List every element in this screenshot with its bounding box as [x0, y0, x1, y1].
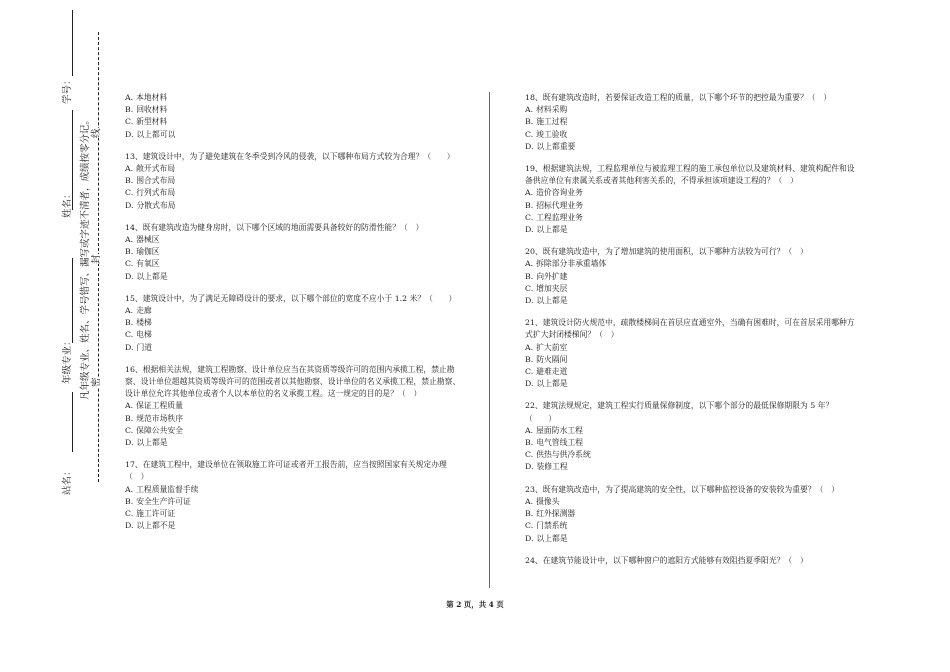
question-24	[525, 555, 860, 567]
major-label: 年级专业：	[62, 336, 73, 384]
question-19	[525, 163, 860, 236]
column-divider	[489, 92, 490, 588]
option: C. 新型材料	[125, 117, 168, 127]
seal-char-feng: 封	[91, 254, 102, 264]
question-stem: 24、在建筑节能设计中，以下哪种窗户的遮阳方式能够有效阻挡夏季阳光？（ ）	[525, 555, 808, 565]
major-line	[72, 258, 73, 343]
option: B. 向外扩建	[525, 271, 568, 281]
student-id-line	[72, 10, 73, 76]
question-stem: 13、建筑设计中，为了避免建筑在冬季受到冷风的侵袭，以下哪种布局方式较为合理？（ ）	[125, 151, 455, 161]
option: A. 屋面防水工程	[525, 425, 583, 435]
option: C. 施工许可证	[125, 509, 176, 519]
question-stem: 21、建筑设计防火规范中，疏散楼梯间在首层应直通室外，当确有困难时，可在首层采用哪种方式扩大封闭楼梯间？（ ）	[525, 318, 855, 340]
school-line	[72, 392, 73, 452]
option: A. 摄像头	[525, 496, 560, 506]
seal-char-xian: 线	[91, 128, 102, 138]
option: C. 行列式布局	[125, 188, 176, 198]
option: C. 门禁系统	[525, 521, 568, 531]
option: B. 防火隔间	[525, 354, 568, 364]
option: D. 装修工程	[525, 462, 568, 472]
question-21	[525, 317, 860, 390]
option: A. 走廊	[125, 306, 152, 316]
right-column	[525, 92, 860, 577]
option: D. 以上都是	[525, 225, 568, 235]
question-stem: 22、建筑法规规定，建筑工程实行质量保修制度，以下哪个部分的最低保修期限为 5 年？（ ）	[525, 401, 834, 423]
option: D. 以上都是	[525, 533, 568, 543]
question-23	[525, 484, 860, 545]
question-12-options	[125, 92, 463, 141]
option: B. 红外探测器	[525, 509, 576, 519]
option: B. 规范市场秩序	[125, 413, 183, 423]
student-id-label: 学号：	[62, 75, 73, 104]
question-15	[125, 293, 463, 354]
question-22	[525, 400, 860, 473]
option: A. 敞开式布局	[125, 164, 176, 174]
option: A. 本地材料	[125, 93, 168, 102]
seal-char-mi: 密	[91, 377, 102, 387]
option: B. 瑜伽区	[125, 247, 160, 257]
option: B. 施工过程	[525, 117, 568, 127]
option: D. 以上都是	[525, 379, 568, 389]
option: C. 避难走道	[525, 367, 568, 377]
question-stem: 19、根据建筑法规，工程监理单位与被监理工程的施工承包单位以及建筑材料、建筑构配件和设备供应单位有隶属关系或者其他利害关系的，不得承担该项建设工程的？（ ）	[525, 164, 855, 186]
option: D. 以上都重要	[525, 141, 576, 151]
question-stem: 23、既有建筑改造中，为了提高建筑的安全性，以下哪种监控设备的安装较为重要？（ ）	[525, 484, 839, 494]
option: B. 围合式布局	[125, 176, 176, 186]
option: B. 回收材料	[125, 105, 168, 115]
option: D. 以上都可以	[125, 129, 176, 139]
option: C. 供热与供冷系统	[525, 450, 591, 460]
question-stem: 14、既有建筑改造为健身房时，以下哪个区域的地面需要具备较好的防滑性能？（ ）	[125, 222, 424, 232]
question-stem: 18、既有建筑改造时，若要保证改造工程的质量，以下哪个环节的把控最为重要？（ ）	[525, 93, 832, 102]
option: B. 安全生产许可证	[125, 496, 191, 506]
name-label: 姓名：	[62, 189, 73, 218]
question-14	[125, 222, 463, 283]
option: C. 电梯	[125, 330, 152, 340]
option: A. 材料采购	[525, 105, 568, 115]
question-stem: 20、既有建筑改造中，为了增加建筑的使用面积，以下哪种方法较为可行？（ ）	[525, 247, 808, 257]
binding-notice: 凡年级专业、姓名、学号错写、漏写或字迹不清者，成绩按零分记。	[80, 114, 91, 400]
question-stem: 15、建筑设计中，为了满足无障碍设计的要求，以下哪个部位的宽度不应小于 1.2 米？（ ）	[125, 293, 457, 303]
option: D. 分散式布局	[125, 200, 176, 210]
question-16	[125, 364, 463, 449]
question-17	[125, 459, 463, 532]
option: D. 门道	[125, 342, 153, 352]
question-stem: 16、根据相关法规，建筑工程勘察、设计单位应当在其资质等级许可的范围内承揽工程，禁止勘察、设计单位超越其资质等级许可的范围或者以其他勘察、设计单位的名义承揽工程，禁止勘察、设计单位允许其他单位或者个人以本单位的名义承揽工程。这一规定的目的是？（ ）	[125, 364, 461, 399]
option: B. 楼梯	[125, 318, 152, 328]
option: A. 造价咨询业务	[525, 188, 583, 198]
option: D. 以上都不是	[125, 521, 176, 531]
option: A. 器械区	[125, 235, 160, 245]
option: D. 以上都是	[525, 296, 568, 306]
option: B. 招标代理业务	[525, 200, 583, 210]
option: B. 电气管线工程	[525, 438, 583, 448]
option: D. 以上都是	[125, 438, 168, 448]
option: C. 竣工验收	[525, 129, 568, 139]
question-stem: 17、在建筑工程中，建设单位在领取施工许可证或者开工报告前，应当按照国家有关规定办理（ ）	[125, 460, 447, 482]
option: A. 扩大前室	[525, 342, 568, 352]
option: C. 有氧区	[125, 259, 160, 269]
option: A. 工程质量监督手续	[125, 484, 199, 494]
page-footer: 第 2 页，共 4 页	[446, 600, 504, 609]
option: A. 保证工程质量	[125, 401, 183, 411]
option: C. 增加夹层	[525, 283, 568, 293]
question-20	[525, 246, 860, 307]
question-18	[525, 92, 860, 153]
option: D. 以上都是	[125, 271, 168, 281]
option: C. 保障公共安全	[125, 425, 183, 435]
binding-margin	[0, 0, 110, 672]
question-13	[125, 151, 463, 212]
left-column	[125, 92, 463, 543]
option: A. 拆除部分非承重墙体	[525, 259, 607, 269]
option: C. 工程监理业务	[525, 212, 583, 222]
school-label: 站名：	[62, 466, 73, 495]
